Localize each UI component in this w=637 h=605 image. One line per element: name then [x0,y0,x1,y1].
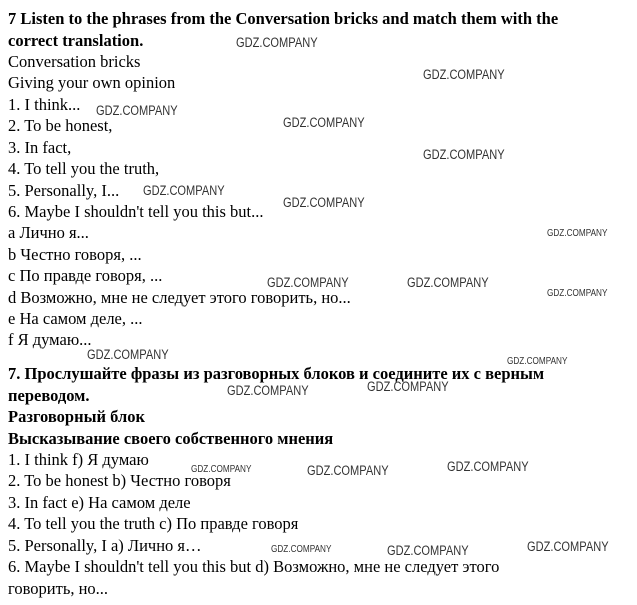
answer-item: 4. To tell you the truth c) По правде говоря [8,514,299,533]
answer-item: 2. To be honest b) Честно говоря [8,471,231,490]
watermark: GDZ.COMPANY [547,228,608,239]
watermark: GDZ.COMPANY [267,275,349,290]
watermark: GDZ.COMPANY [191,464,252,475]
phrase-item: 6. Maybe I shouldn't tell you this but... [8,202,264,221]
watermark: GDZ.COMPANY [547,288,608,299]
phrase-item: 1. I think... [8,95,81,114]
answer-item: 3. In fact e) На самом деле [8,493,191,512]
watermark: GDZ.COMPANY [507,356,568,367]
heading-ru-line1: 7. Прослушайте фразы из разговорных блоков и соедините их с верным [8,364,545,383]
watermark: GDZ.COMPANY [423,147,505,162]
section-title-en: Conversation bricks [8,52,141,71]
heading-ru-line2: переводом. [8,386,90,405]
section-title-ru: Разговорный блок [8,407,145,426]
answer-item: 1. I think f) Я думаю [8,450,149,469]
translation-item: c По правде говоря, ... [8,266,163,285]
answer-item: 6. Maybe I shouldn't tell you this but d) Возможно, мне не следует этого [8,557,500,576]
watermark: GDZ.COMPANY [283,115,365,130]
subtitle-ru: Высказывание своего собственного мнения [8,429,334,448]
phrase-item: 5. Personally, I... [8,181,120,200]
phrase-item: 4. To tell you the truth, [8,159,160,178]
watermark: GDZ.COMPANY [96,103,178,118]
translation-item: a Лично я... [8,223,89,242]
watermark: GDZ.COMPANY [527,539,609,554]
translation-item: e На самом деле, ... [8,309,143,328]
watermark: GDZ.COMPANY [143,183,225,198]
watermark: GDZ.COMPANY [87,347,169,362]
answer-item-continued: говорить, но... [8,579,109,598]
watermark: GDZ.COMPANY [367,379,449,394]
phrase-item: 3. In fact, [8,138,72,157]
subtitle-en: Giving your own opinion [8,73,176,92]
watermark: GDZ.COMPANY [283,195,365,210]
answer-item: 5. Personally, I a) Лично я… [8,536,202,555]
watermark: GDZ.COMPANY [407,275,489,290]
heading-en-line1: 7 Listen to the phrases from the Conversation bricks and match them with the [8,9,559,28]
translation-item: f Я думаю... [8,330,92,349]
heading-en-line2: correct translation. [8,31,144,50]
watermark: GDZ.COMPANY [387,543,469,558]
translation-item: b Честно говоря, ... [8,245,142,264]
phrase-item: 2. To be honest, [8,116,113,135]
watermark: GDZ.COMPANY [423,67,505,82]
watermark: GDZ.COMPANY [271,544,332,555]
watermark: GDZ.COMPANY [227,383,309,398]
watermark: GDZ.COMPANY [447,459,529,474]
translation-item: d Возможно, мне не следует этого говорить, но... [8,288,351,307]
watermark: GDZ.COMPANY [236,35,318,50]
watermark: GDZ.COMPANY [307,463,389,478]
